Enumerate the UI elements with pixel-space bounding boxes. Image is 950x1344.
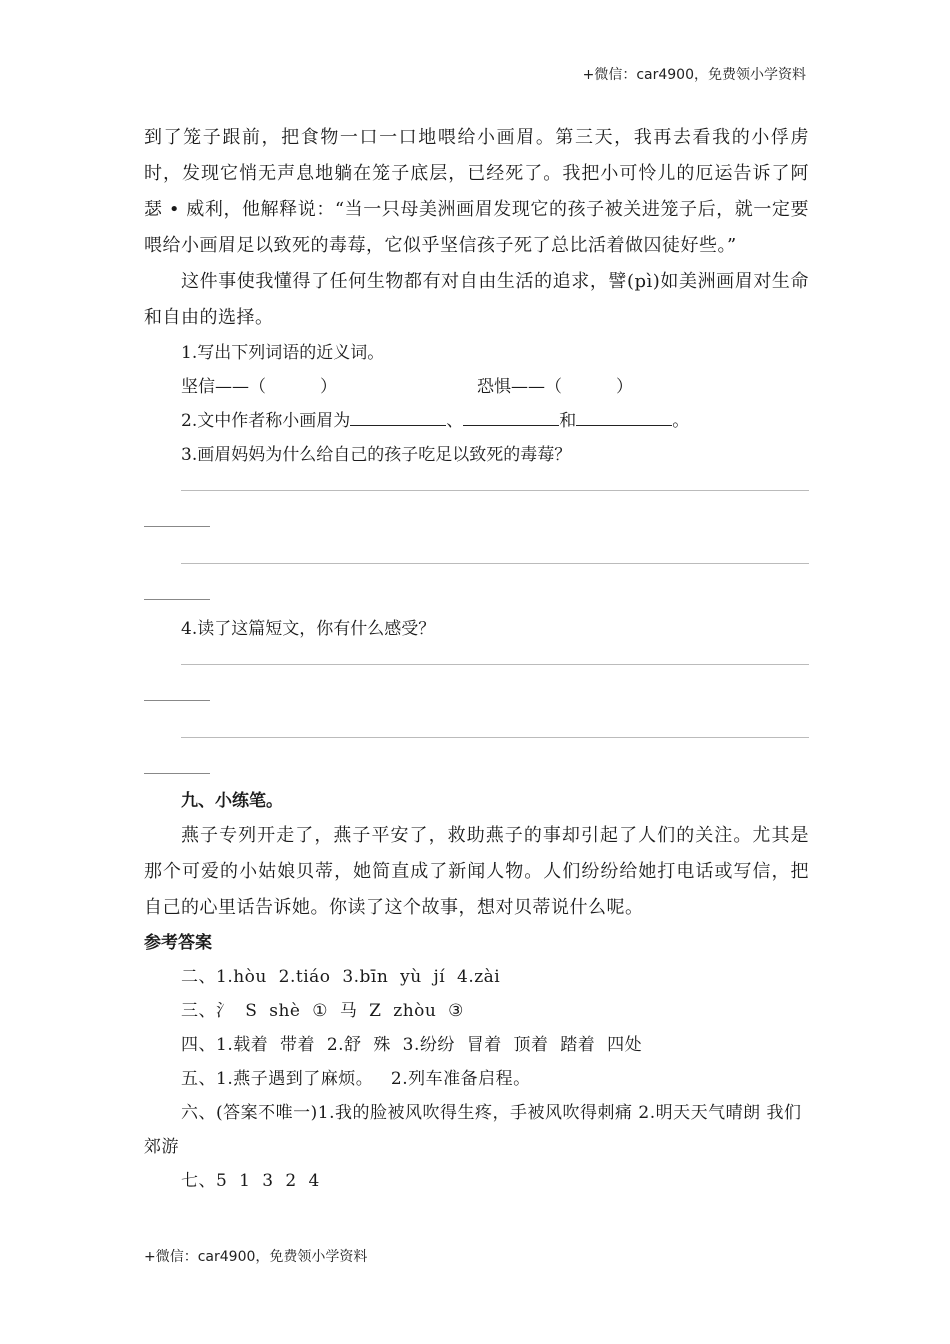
answer-4: 四、1.载着 带着 2.舒 殊 3.纷纷 冒着 顶着 踏着 四处 bbox=[181, 1035, 643, 1055]
question-4: 4.读了这篇短文，你有什么感受？ bbox=[181, 619, 436, 639]
answer-line[interactable] bbox=[181, 664, 809, 665]
question-2 bbox=[144, 404, 809, 438]
answer-line-tail bbox=[144, 526, 210, 527]
question-3: 3.画眉妈妈为什么给自己的孩子吃足以致死的毒莓？ bbox=[181, 445, 572, 465]
answer-blank-2[interactable] bbox=[463, 407, 559, 426]
question-2-sep2: 和 bbox=[559, 411, 577, 431]
question-2-sep1: 、 bbox=[446, 411, 464, 431]
answer-line-tail bbox=[144, 700, 210, 701]
question-1: 1.写出下列词语的近义词。 bbox=[181, 343, 385, 363]
answer-line[interactable] bbox=[181, 563, 809, 564]
answer-line[interactable] bbox=[181, 737, 809, 738]
answer-line[interactable] bbox=[181, 490, 809, 491]
answer-5: 五、1.燕子遇到了麻烦。 2.列车准备启程。 bbox=[181, 1069, 531, 1089]
answer-blank-1[interactable] bbox=[350, 407, 446, 426]
answer-3: 三、氵 S shè ① 马 Z zhòu ③ bbox=[181, 1001, 464, 1021]
answer-line-tail bbox=[144, 773, 210, 774]
footer-note: +微信：car4900，免费领小学资料 bbox=[144, 1249, 368, 1265]
question-2-end: 。 bbox=[672, 411, 690, 431]
answer-2: 二、1.hòu 2.tiáo 3.bīn yù jí 4.zài bbox=[181, 967, 501, 987]
answer-6: 六、(答案不唯一)1.我的脸被风吹得生疼，手被风吹得刺痛 2.明天天气晴朗 我们 郊游 bbox=[144, 1103, 802, 1157]
synonym-item-kongju: 恐惧——（ ） bbox=[477, 377, 634, 397]
header-note: +微信：car4900，免费领小学资料 bbox=[582, 67, 806, 83]
synonym-row bbox=[144, 370, 809, 404]
passage-paragraph-2: 这件事使我懂得了任何生物都有对自由生活的追求，譬(pì)如美洲画眉对生命和自由的选择。 bbox=[144, 271, 809, 328]
section-9-title: 九、小练笔。 bbox=[181, 791, 283, 811]
synonym-item-jianxin: 坚信——（ ） bbox=[181, 377, 338, 397]
answer-7: 七、5 1 3 2 4 bbox=[181, 1171, 320, 1191]
passage-paragraph-1: 到了笼子跟前，把食物一口一口地喂给小画眉。第三天，我再去看我的小俘虏时，发现它悄无声息地躺在笼子底层，已经死了。我把小可怜儿的厄运告诉了阿瑟 • 威利，他解释说：“当一只母美洲画眉发现它的孩子被关进笼子后，就一定要喂给小画眉足以致死的毒莓，它似乎坚信孩子死了总比活着做囚徒好些。” bbox=[144, 127, 809, 256]
section-9-text: 燕子专列开走了，燕子平安了，救助燕子的事却引起了人们的关注。尤其是那个可爱的小姑娘贝蒂，她简直成了新闻人物。人们纷纷给她打电话或写信，把自己的心里话告诉她。你读了这个故事，想对贝蒂说什么呢。 bbox=[144, 825, 809, 918]
question-2-prefix: 2.文中作者称小画眉为 bbox=[181, 411, 351, 431]
answer-line-tail bbox=[144, 599, 210, 600]
answer-blank-3[interactable] bbox=[576, 407, 672, 426]
document-body bbox=[144, 120, 809, 1198]
answers-title: 参考答案 bbox=[144, 933, 212, 953]
